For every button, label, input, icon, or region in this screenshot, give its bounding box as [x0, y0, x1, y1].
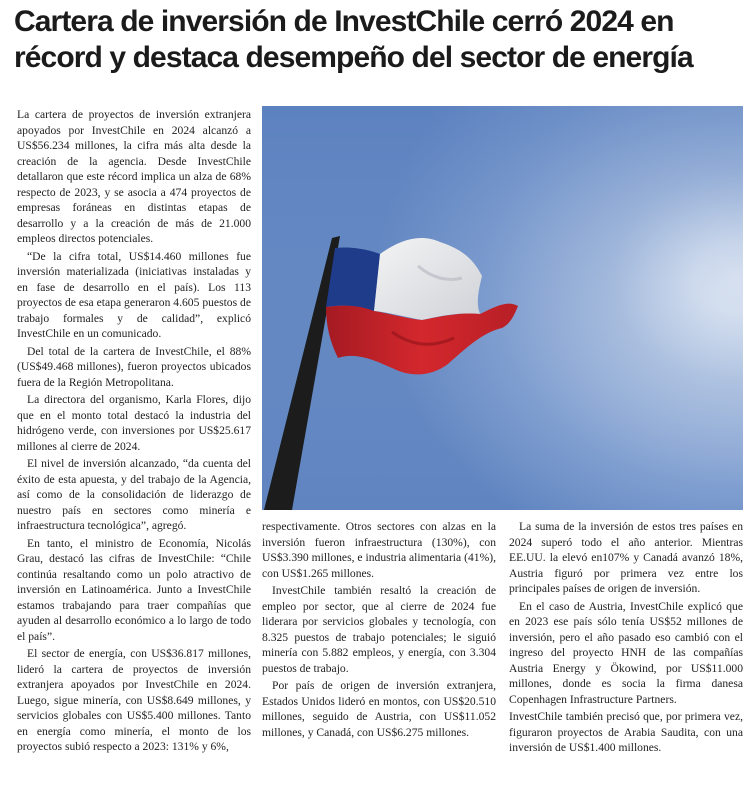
paragraph: En tanto, el ministro de Economía, Nicolás Grau, destacó las cifras de InvestChile: “Chile continúa resaltando como un polo atractivo de inversión en Latinoamérica. Junto a InvestChile estamos trabajando para traer compañías que ayuden al desarrollo económico a lo largo de todo el país”. [17, 536, 251, 643]
paragraph: La cartera de proyectos de inversión extranjera apoyados por InvestChile en 2024 alcanzó a US$56.234 millones, la cifra más alta desde la creación de la agencia. Desde InvestChile detallaron que este récord implica un alza de 68% respecto de 2023, y se asocia a 474 proyectos de empresas foráneas en distintas etapas de desarrollo y a la creación de más de 21.000 empleos directos potenciales. [17, 108, 251, 245]
paragraph: Del total de la cartera de InvestChile, el 88% (US$49.468 millones), fueron proyectos ubicados fuera de la Región Metropolitana. [17, 344, 251, 389]
paragraph: “De la cifra total, US$14.460 millones fue inversión materializada (iniciativas instaladas y en fase de desarrollo en el país). Los 113 proyectos de esa etapa generaron 4.605 puestos de trabajo formales y de calidad”, explicó InvestChile en un comunicado. [17, 249, 251, 340]
paragraph: La directora del organismo, Karla Flores, dijo que en el monto total destacó la industria del hidrógeno verde, con inversiones por US$25.617 millones al cierre de 2024. [17, 393, 251, 453]
paragraph: InvestChile también resaltó la creación de empleo por sector, que al cierre de 2024 fue liderara por servicios globales y tecnología, con 8.325 puestos de trabajo potenciales; le siguió minería con 5.882 empleos, y energía, con 3.304 puestos de trabajo. [262, 584, 496, 675]
paragraph: InvestChile también precisó que, por primera vez, figuraron proyectos de Arabia Saudita, con una inversión de US$1.400 millones. [509, 710, 743, 754]
article-column-3 [509, 519, 743, 779]
paragraph: En el caso de Austria, InvestChile explicó que en 2023 ese país sólo tenía US$52 millones de inversión, pero el año pasado eso cambió con el ingreso del proyecto HNH de las compañías Austria Energy y Ökowind, por US$11.000 millones, donde es socia la firma danesa Copenhagen Infrastructure Partners. [509, 599, 743, 706]
paragraph: El nivel de inversión alcanzado, “da cuenta del éxito de esta apuesta, y del trabajo de la Agencia, así como de la consolidación de liderazgo de nuestro país en sectores como minería e infraestructura tecnológica”, agregó. [17, 457, 251, 532]
article-column-2 [262, 519, 496, 779]
paragraph: Por país de origen de inversión extranjera, Estados Unidos lideró en montos, con US$20.510 millones, seguido de Austria, con US$11.052 millones, y Canadá, con US$6.275 millones. [262, 679, 496, 739]
paragraph: La suma de la inversión de estos tres países en 2024 superó todo el año anterior. Mientras EE.UU. la elevó en107% y Canadá avanzó 18%, Austria figuró por primera vez entre los principales países de origen de inversión. [509, 520, 743, 595]
chilean-flag-image [262, 106, 743, 510]
article-column-1 [17, 107, 251, 777]
paragraph: respectivamente. Otros sectores con alzas en la inversión fueron infraestructura (130%), con US$3.390 millones, e industria alimentaria (41%), con US$1.265 millones. [262, 520, 496, 580]
paragraph: El sector de energía, con US$36.817 millones, lideró la cartera de proyectos de inversión extranjera apoyados por InvestChile en 2024. Luego, sigue minería, con US$8.649 millones, y servicios globales con US$5.400 millones. Tanto en energía como minería, el monto de los proyectos subió respecto a 2023: 131% y 6%, [17, 647, 251, 753]
article-headline: Cartera de inversión de InvestChile cerró 2024 en récord y destaca desempeño del sector de energía [14, 5, 693, 74]
flag-photo [262, 106, 743, 510]
